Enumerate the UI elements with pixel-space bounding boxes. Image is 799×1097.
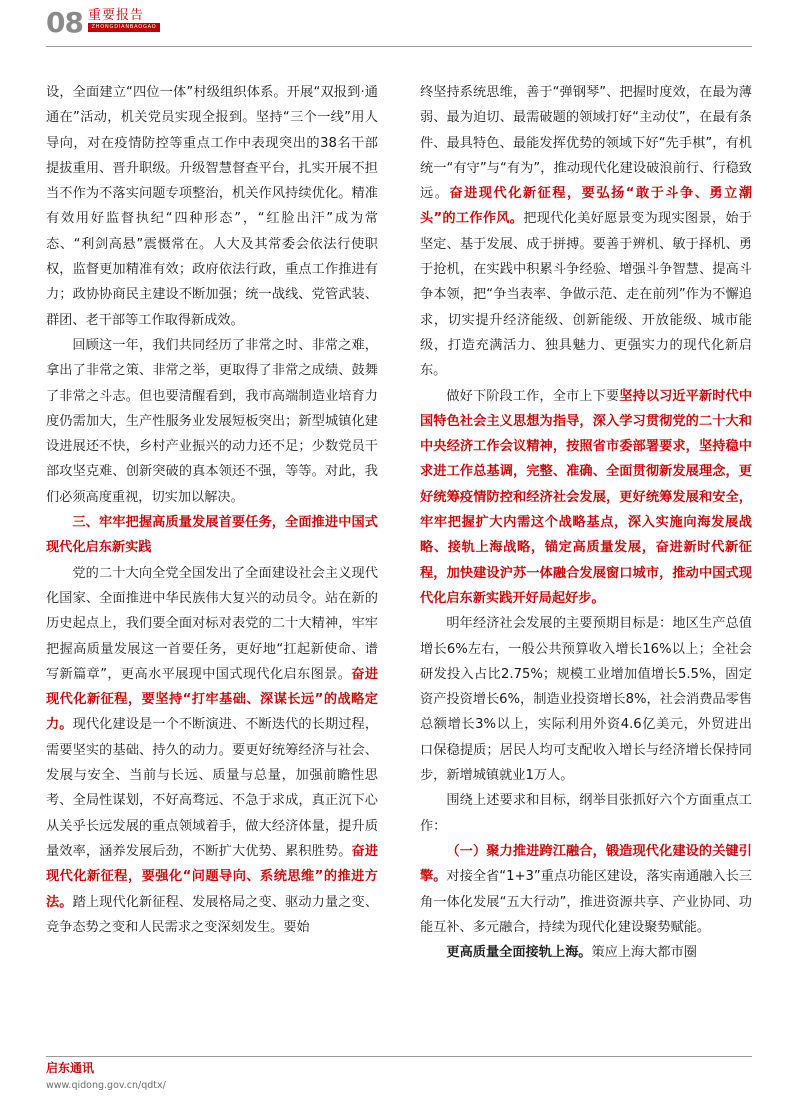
right-para1-text-1: 终坚持系统思维，善于“弹钢琴”、把握时度效，在最为薄弱、最为迫切、最需破题的领域打好“主动仗”，在最有条件、最具特色、最能发挥优势的领域下好“先手棋”，有机统一“有守”与“有为”，推动现代化建设破浪前行、行稳致远。 bbox=[420, 85, 752, 202]
right-paragraph-4: 围绕上述要求和目标，纲举目张抓好六个方面重点工作： bbox=[420, 793, 752, 834]
masthead-title-en: ZHONGDIANBAOGAO bbox=[88, 23, 160, 32]
right-para1-highlight-1: 奋进现代化新征程，要弘扬“敢于斗争、勇立潮头”的工作作风。 bbox=[420, 186, 753, 227]
left-column bbox=[46, 80, 378, 940]
masthead bbox=[88, 4, 160, 38]
section-heading-3: 三、牢牢把握高质量发展首要任务，全面推进中国式现代化启东新实践 bbox=[46, 515, 378, 556]
page-footer bbox=[0, 1049, 799, 1097]
right-paragraph-3: 明年经济社会发展的主要预期目标是：地区生产总值增长6%左右，一般公共预算收入增长16%以上；全社会研发投入占比2.75%；规模工业增加值增长5.5%，固定资产投资增长6%，制造业投资增长8%，社会消费品零售总额增长3%以上，实际利用外资4.6亿美元，外贸进出口保稳提质；居民人均可支配收入增长与经济增长保持同步，新增城镇就业1万人。 bbox=[420, 616, 752, 784]
right-paragraph-6 bbox=[420, 940, 752, 965]
footer-url: www.qidong.gov.cn/qdtx/ bbox=[46, 1080, 166, 1091]
right-para1-text-2: 把现代化美好愿景变为现实图景，始于坚定、基于发展、成于拼搏。要善于辨机、敏于择机、勇于抢机，在实践中积累斗争经验、增强斗争智慧、提高斗争本领，把“争当表率、争做示范、走在前列”作为不懈追求，切实提升经济能级、创新能级、开放能级、城市能级，打造充满活力、独具魅力、更强实力的现代化新启东。 bbox=[420, 211, 753, 379]
left-para3-text-3: 踏上现代化新征程、发展格局之变、驱动力量之变、竞争态势之变和人民需求之变深刻发生。要始 bbox=[46, 894, 379, 935]
right-paragraph-2 bbox=[420, 384, 752, 612]
footer-divider bbox=[46, 1056, 752, 1057]
left-para3-text-2: 现代化建设是一个不断演进、不断迭代的长期过程，需要坚实的基础、持久的动力。要更好统筹经济与社会、发展与安全、当前与长远、质量与总量，加强前瞻性思考、全局性谋划，不好高骛远、不急于求成，真正沉下心从关乎长远发展的重点领域着手，做大经济体量，提升质量效率，涵养发展后劲，不断扩大优势、累积胜势。 bbox=[46, 717, 379, 859]
right-para5-highlight: （一）聚力推进跨江融合，锻造现代化建设的关键引擎。 bbox=[420, 843, 752, 885]
right-para2-highlight: 坚持以习近平新时代中国特色社会主义思想为指导，深入学习贯彻党的二十大和中央经济工作会议精神，按照省市委部署要求，坚持稳中求进工作总基调，完整、准确、全面贯彻新发展理念，更好统筹疫情防控和经济社会发展，更好统筹发展和安全，牢牢把握扩大内需这个战略基点，深入实施向海发展战略、接轨上海战略，锚定高质量发展，奋进新时代新征程，加快建设沪苏一体融合发展窗口城市，推动中国式现代化启东新实践开好局起好步。 bbox=[420, 388, 753, 606]
left-paragraph-1: 设，全面建立“四位一体”村级组织体系。开展“双报到·通通在”活动，机关党员实现全报到。坚持“三个一线”用人导向，对在疫情防控等重点工作中表现突出的38名干部提拔重用、晋升职级。升级智慧督查平台，扎实开展不担当不作为不落实问题专项整治，机关作风持续优化。精准有效用好监督执纪“四种形态”，“红脸出汗”成为常态、“利剑高悬”震慑常在。人大及其常委会依法行使职权，监督更加精准有效；政府依法行政，重点工作推进有力；政协协商民主建设不断加强；统一战线、党管武装、群团、老干部等工作取得新成效。 bbox=[46, 85, 378, 328]
masthead-title-cn: 重要报告 bbox=[88, 8, 145, 23]
left-para3-text-1: 党的二十大向全党全国发出了全面建设社会主义现代化国家、全面推进中华民族伟大复兴的动员令。站在新的历史起点上，我们要全面对标对表党的二十大精神，牢牢把握高质量发展这一首要任务，更好地“扛起新使命、谱写新篇章”，更高水平展现中国式现代化启东图景。 bbox=[46, 565, 378, 682]
page-header bbox=[0, 0, 799, 48]
right-para2-text-1: 做好下阶段工作，全市上下要 bbox=[446, 388, 620, 404]
right-para6-bold: 更高质量全面接轨上海。 bbox=[446, 945, 592, 961]
left-para3-highlight-1: 奋进现代化新征程，要坚持“打牢基础、深谋长远”的战略定力。 bbox=[46, 666, 379, 733]
right-para5-text: 对接全省“1+3”重点功能区建设，落实南通融入长三角一体化发展“五大行动”，推进资源共享、产业协同、功能互补、多元融合，持续为现代化建设聚势赋能。 bbox=[420, 869, 753, 935]
right-paragraph-1 bbox=[420, 80, 752, 384]
page-number: 08 bbox=[46, 6, 83, 39]
footer-publication-name: 启东通讯 bbox=[46, 1061, 95, 1075]
right-para6-text: 策应上海大都市圈 bbox=[591, 945, 697, 961]
left-paragraph-2: 回顾这一年，我们共同经历了非常之时、非常之难，拿出了非常之策、非常之举，更取得了非常之成绩、鼓舞了非常之斗志。但也要清醒看到，我市高端制造业培育力度仍需加大，生产性服务业发展短板突出；新型城镇化建设进展还不快，乡村产业振兴的动力还不足；少数党员干部攻坚克难、创新突破的真本领还不强，等等。对此，我们必须高度重视，切实加以解决。 bbox=[46, 337, 378, 505]
right-column bbox=[420, 80, 752, 965]
left-para3-highlight-2: 奋进现代化新征程，要强化“问题导向、系统思维”的推进方法。 bbox=[46, 843, 379, 910]
left-paragraph-3 bbox=[46, 561, 378, 940]
header-divider bbox=[46, 46, 752, 47]
right-paragraph-5 bbox=[420, 839, 752, 940]
